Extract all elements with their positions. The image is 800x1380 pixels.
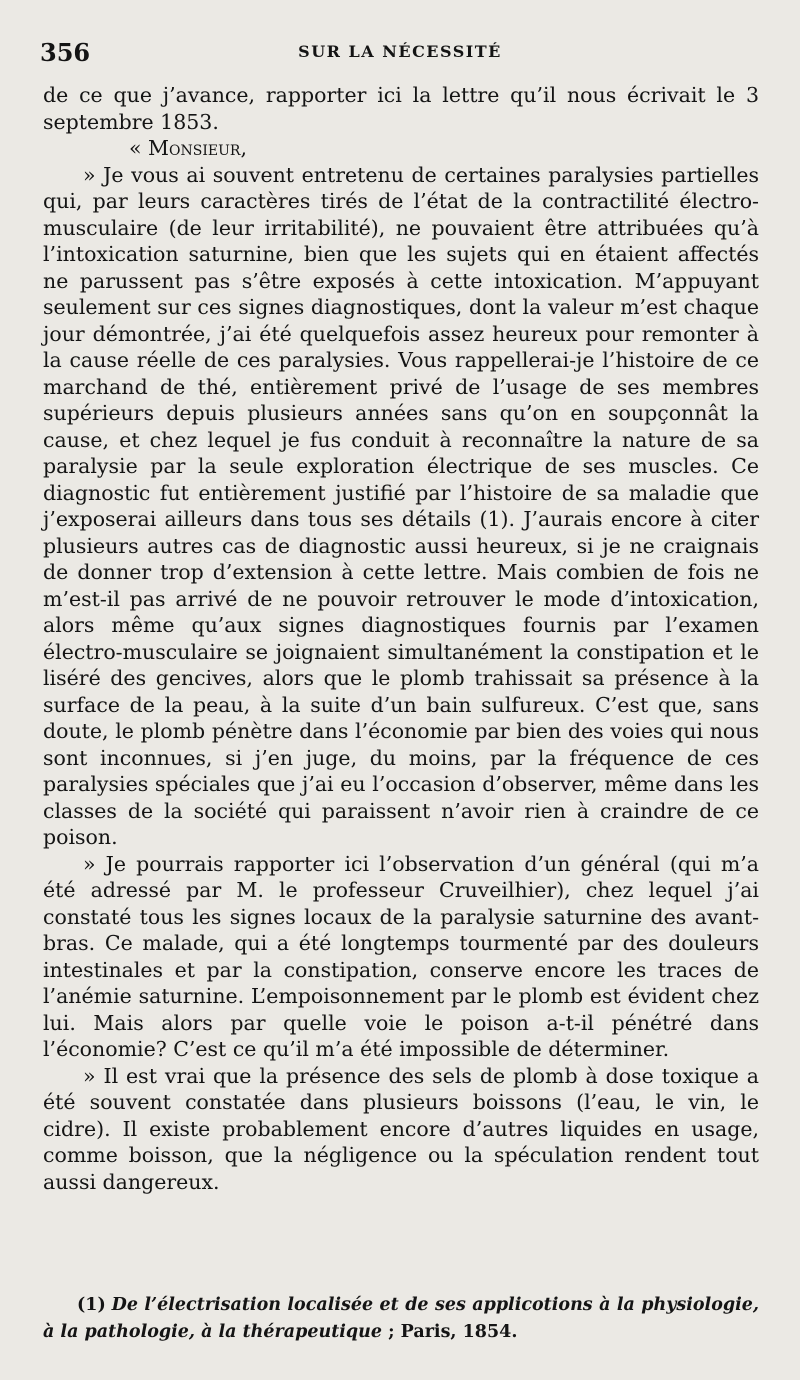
- footnote-marker: (1): [77, 1295, 106, 1315]
- running-title: SUR LA NÉCESSITÉ: [298, 42, 502, 61]
- footnote: [43, 1292, 759, 1346]
- main-text: [43, 82, 759, 1195]
- salutation: « Monsieur,: [129, 136, 247, 160]
- footnote-title: De l’électrisation localisée et de ses applicotions à la physiologie, à la pathologie, à la thérapeutique: [43, 1295, 759, 1342]
- page-header: [40, 38, 760, 68]
- footnote-publication: ; Paris, 1854.: [382, 1322, 518, 1342]
- opening-paragraph: de ce que j’avance, rapporter ici la lettre qu’il nous écrivait le 3 septembre 1853.: [43, 83, 759, 134]
- paragraph-1: » Je vous ai souvent entretenu de certaines paralysies partielles qui, par leurs caractères tirés de l’état de la contractilité électro-musculaire (de leur irritabilité), ne pouvaient être attribuées qu’à l’intoxication saturnine, bien que les sujets qui en étaient affectés ne parussent pas s’être exposés à cette intoxication. M’appuyant seulement sur ces signes diagnostiques, dont la valeur m’est chaque jour démontrée, j’ai été quelquefois assez heureux pour remonter à la cause réelle de ces paralysies. Vous rappellerai-je l’histoire de ce marchand de thé, entièrement privé de l’usage de ses membres supérieurs depuis plusieurs années sans qu’on en soupçonnât la cause, et chez lequel je fus conduit à reconnaître la nature de sa paralysie par la seule exploration électrique de ses muscles. Ce diagnostic fut entièrement justifié par l’histoire de sa maladie que j’exposerai ailleurs dans tous ses détails (1). J’aurais encore à citer plusieurs autres cas de diagnostic aussi heureux, si je ne craignais de donner trop d’extension à cette lettre. Mais combien de fois ne m’est-il pas arrivé de ne pouvoir retrouver le mode d’intoxication, alors même qu’aux signes diagnostiques fournis par l’examen électro-musculaire se joignaient simultanément la constipation et le liséré des gencives, alors que le plomb trahissait sa présence à la surface de la peau, à la suite d’un bain sulfureux. C’est que, sans doute, le plomb pénètre dans l’économie par bien des voies qui nous sont inconnues, si j’en juge, du moins, par la fréquence de ces paralysies spéciales que j’ai eu l’occasion d’observer, même dans les classes de la société qui paraissent n’avoir rien à craindre de ce poison.: [43, 162, 759, 849]
- paragraph-3: » Il est vrai que la présence des sels de plomb à dose toxique a été souvent constatée dans plusieurs boissons (l’eau, le vin, le cidre). Il existe probablement encore d’autres liquides en usage, comme boisson, que la négligence ou la spéculation rendent tout aussi dangereux.: [43, 1063, 759, 1194]
- page-number: 356: [40, 38, 91, 67]
- paragraph-2: » Je pourrais rapporter ici l’observation d’un général (qui m’a été adressé par M. le professeur Cruveilhier), chez lequel j’ai constaté tous les signes locaux de la paralysie saturnine des avant-bras. Ce malade, qui a été longtemps tourmenté par des douleurs intestinales et par la constipation, conserve encore les traces de l’anémie saturnine. L’empoisonnement par le plomb est évident chez lui. Mais alors par quelle voie le poison a-t-il pénétré dans l’économie? C’est ce qu’il m’a été impossible de déterminer.: [43, 851, 759, 1061]
